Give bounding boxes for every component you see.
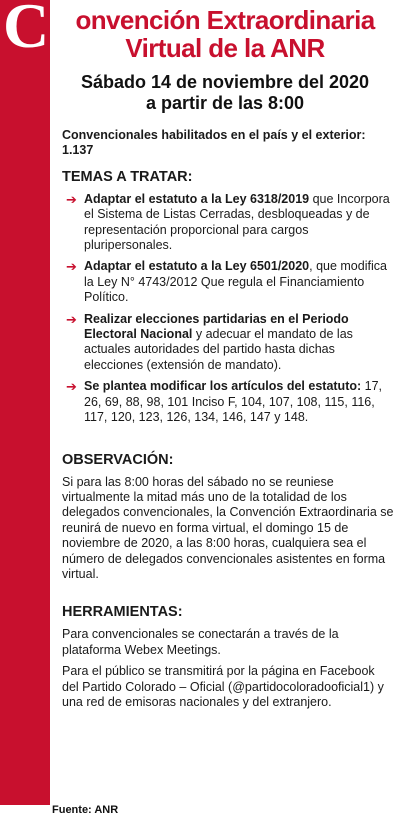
arrow-right-icon: ➔ xyxy=(66,311,77,327)
topic-bold: Se plantea modificar los artículos del estatuto: xyxy=(84,379,362,394)
topic-text: 17, 26, 69, 88, 98, 101 Inciso F, 104, 107, 108, 115, 116, 117, 120, 123, 126, 134, 146, 147 y 148. xyxy=(84,379,383,425)
title-line-1: onvención Extraordinaria xyxy=(75,5,375,35)
title-initial-letter: C xyxy=(3,0,50,61)
topic-bold: Adaptar el estatuto a la Ley 6318/2019 xyxy=(84,191,310,206)
topic-text: que Incorpora el Sistema de Listas Cerradas, desbloqueadas y de representación proporcional para cargos pluripersonales. xyxy=(84,191,390,253)
topic-text: , que modifica la Ley N° 4743/2012 Que regula el Financiamiento Político. xyxy=(84,259,387,305)
herramientas-text-1: Para convencionales se conectarán a través de la plataforma Webex Meetings. xyxy=(62,627,339,657)
source-credit: Fuente: ANR xyxy=(52,804,119,816)
date-line-2: a partir de las 8:00 xyxy=(145,93,305,113)
list-item xyxy=(62,379,394,425)
list-item xyxy=(62,259,394,305)
left-red-bar xyxy=(0,0,50,805)
herramientas-text-2: Para el público se transmitirá por la página en Facebook del Partido Colorado – Oficial (@partidocoloradooficial1) y una red de emisoras nacionales y del extranjero. xyxy=(62,664,384,709)
event-date xyxy=(52,72,398,114)
list-item xyxy=(62,312,394,374)
title-line-2: Virtual de la ANR xyxy=(125,33,325,63)
arrow-right-icon: ➔ xyxy=(66,379,77,395)
topic-bold: Adaptar el estatuto a la Ley 6501/2020 xyxy=(84,259,310,274)
arrow-right-icon: ➔ xyxy=(66,191,77,207)
date-line-1: Sábado 14 de noviembre del 2020 xyxy=(80,72,370,92)
main-content xyxy=(62,128,394,716)
arrow-right-icon: ➔ xyxy=(66,259,77,275)
page-title xyxy=(52,6,398,62)
habilitados-count: Convencionales habilitados en el país y el exterior: 1.137 xyxy=(62,128,366,158)
temas-title: TEMAS A TRATAR: xyxy=(62,168,193,185)
observacion-text: Si para las 8:00 horas del sábado no se reuniese virtualmente la mitad más uno de la totalidad de los delegados convencionales, la Convención Extraordinaria se reunirá de nuevo en forma virtual, el domingo 15 de noviembre de 2020, a las 8:00 horas, cualquiera sea el número de delegados convencionales asistentes en forma virtual. xyxy=(62,474,394,581)
topic-text: y adecuar el mandato de las actuales autoridades del partido hasta dichas elecciones (extensión de mandato). xyxy=(84,327,353,372)
list-item xyxy=(62,192,394,254)
observacion-title: OBSERVACIÓN: xyxy=(62,451,174,468)
temas-list xyxy=(62,192,394,426)
herramientas-title: HERRAMIENTAS: xyxy=(62,604,183,621)
topic-bold: Realizar elecciones partidarias en el Periodo Electoral Nacional xyxy=(84,311,349,342)
